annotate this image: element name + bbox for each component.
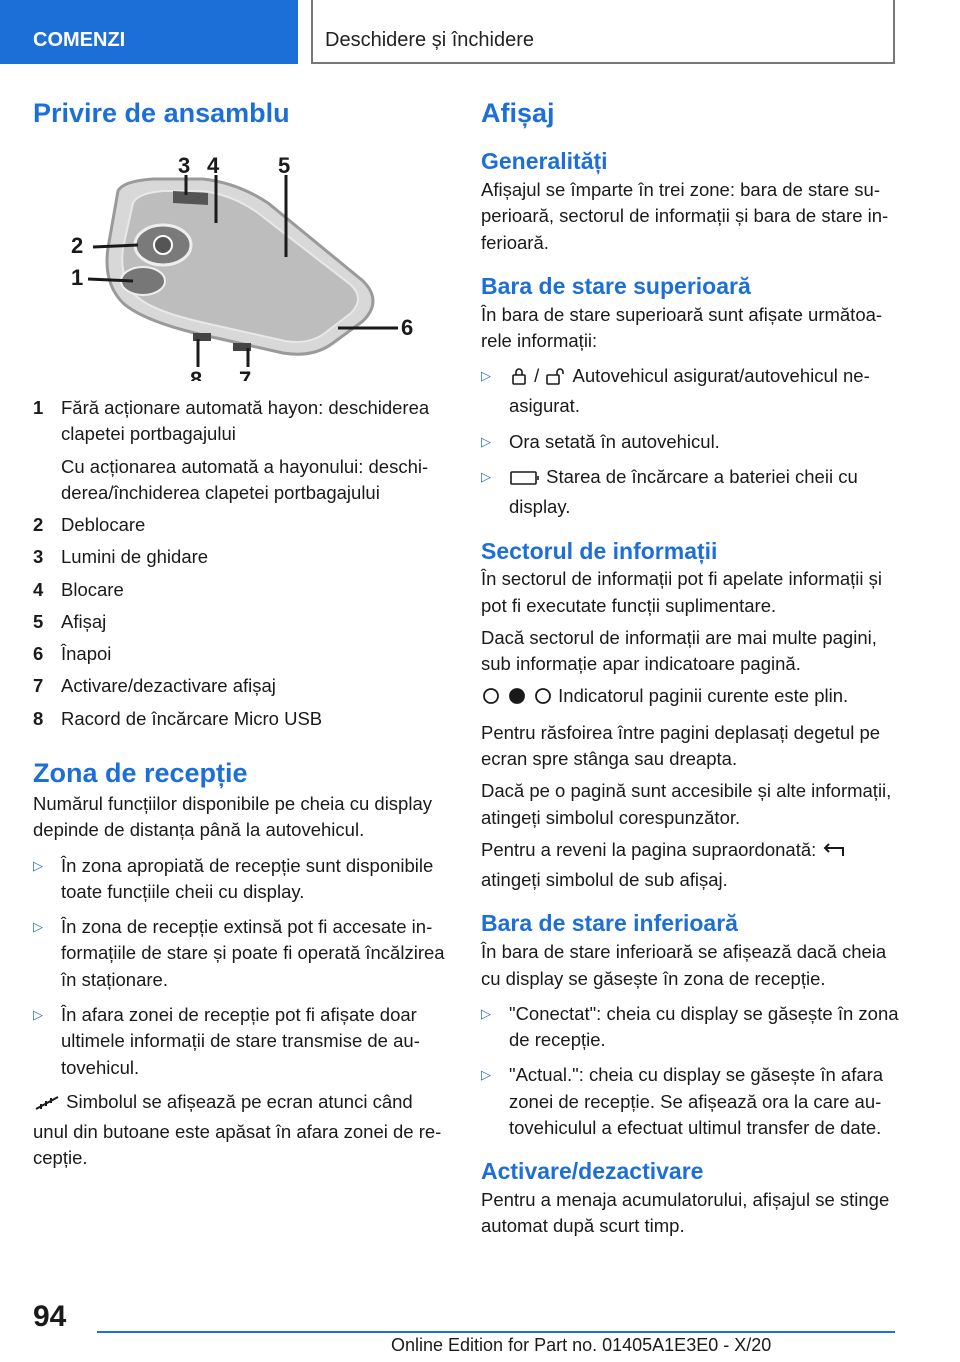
display-key-illustration [33,153,448,381]
lower-bar-bullet: ▷ "Conectat": cheia cu display se găsește în zona de recepție. [481,1002,899,1051]
lower-bar-heading: Bara de stare inferioară [481,910,738,937]
chapter-tab [311,0,895,64]
lower-bar-intro: În bara de stare inferioară se afișează dacă cheia cu display se găsește în zona de recepție. [481,941,887,989]
info-text: Dacă sectorul de informații are mai multe pagini, sub informație apar indicatoare pagină. [481,626,877,675]
callout-8: 8 [190,367,203,382]
info-text: În sectorul de informații pot fi apelate informații și pot fi executate funcții suplimentare. [481,568,883,616]
overview-heading: Privire de ansamblu [33,98,290,128]
callout-6: 6 [401,315,414,341]
battery-icon [509,468,541,494]
upper-bar-bullet: ▷ Starea de încărcare a bateriei cheii cu display. [481,466,858,518]
legend-item: 7 Activare/dezactivare afișaj [33,675,276,697]
callout-7: 7 [239,367,252,382]
legend-item: 6 Înapoi [33,643,112,665]
back-arrow-icon [821,841,849,867]
out-of-range-icon [33,1093,61,1119]
legend-list [33,395,448,732]
lock-closed-icon [509,366,529,393]
display-heading: Afișaj [481,98,555,128]
lower-bar-bullet: ▷ "Actual.": cheia cu display se găsește în afara zonei de recepție. Se afișează ora la care autovehiculul a efectuat ultimul transfer de date. [481,1064,884,1138]
reception-bullet: ▷ În zona de recepție extinsă pot fi accesate informațiile de stare și poate fi operată încălzirea în staționare. [33,916,445,990]
callout-2: 2 [71,233,84,259]
reception-intro: Numărul funcțiilor disponibile pe cheia cu display depinde de distanța până la autovehicul. [33,793,432,841]
page-number: 94 [33,1300,67,1333]
callout-3: 3 [178,153,191,179]
legend-item: 5 Afișaj [33,610,107,632]
back-note: Pentru a reveni la pagina supraordonată: atingeți simbolul de sub afișaj. [481,837,899,894]
upper-bar-intro: În bara de stare superioară sunt afișate următoarele informații: [481,303,883,351]
symbol-note: Simbolul se afișează pe ecran atunci când unul din butoane este apăsat în afara zonei de recepție. [33,1090,442,1169]
info-sector-heading: Sectorul de informații [481,537,718,564]
activation-text: Pentru a menaja acumulatorului, afișajul se stinge automat după scurt timp. [481,1188,890,1237]
callout-1: 1 [71,265,84,291]
legend-item: 4 Blocare [33,578,124,600]
general-heading: Generalități [481,148,608,175]
page-indicator-icon [481,686,553,713]
upper-bar-bullet: ▷ / Autovehicul asigurat/autovehicul neasigurat. [481,365,870,417]
legend-item: 1 Fără acționare automată hayon: deschiderea clapetei portbagajului Cu acționarea automată a hayonului: deschiderea/închiderea clapetei portbagajului [33,397,430,503]
reception-bullet: ▷ În zona apropiată de recepție sunt disponibile toate funcțiile cheii cu display. [33,854,434,902]
callout-5: 5 [278,153,291,179]
chapter-title: Deschidere și închidere [325,29,534,51]
left-column [33,96,448,1172]
legend-item: 8 Racord de încărcare Micro USB [33,707,323,729]
reception-bullet: ▷ În afara zonei de recepție pot fi afișate doar ultimele informații de stare transmise de autovehicul. [33,1003,420,1078]
section-tab [0,0,298,64]
legend-item: 2 Deblocare [33,514,146,536]
edition-note: Online Edition for Part no. 01405A1E3E0 - X/20 [391,1335,772,1355]
info-text: Dacă pe o pagină sunt accesibile și alte informații, atingeți simbolul corespunzător. [481,780,892,828]
right-column [481,96,899,1240]
key-figure [33,153,448,381]
info-text: Pentru răsfoirea între pagini deplasați degetul pe ecran spre stânga sau dreapta. [481,721,881,770]
legend-item: 3 Lumini de ghidare [33,546,209,568]
upper-bar-bullet: ▷ Ora setată în autovehicul. [481,430,720,452]
footer-rule [97,1331,895,1333]
general-text: Afișajul se împarte în trei zone: bara de stare superioară, sectorul de informații și bara de stare inferioară. [481,178,889,253]
callout-4: 4 [207,153,220,179]
upper-bar-heading: Bara de stare superioară [481,272,751,299]
reception-heading: Zona de recepție [33,758,248,789]
page-indicator-note: Indicatorul paginii curente este plin. [481,683,899,713]
lock-open-icon [544,366,568,393]
section-title: COMENZI [33,29,126,51]
activation-heading: Activare/dezactivare [481,1158,704,1185]
